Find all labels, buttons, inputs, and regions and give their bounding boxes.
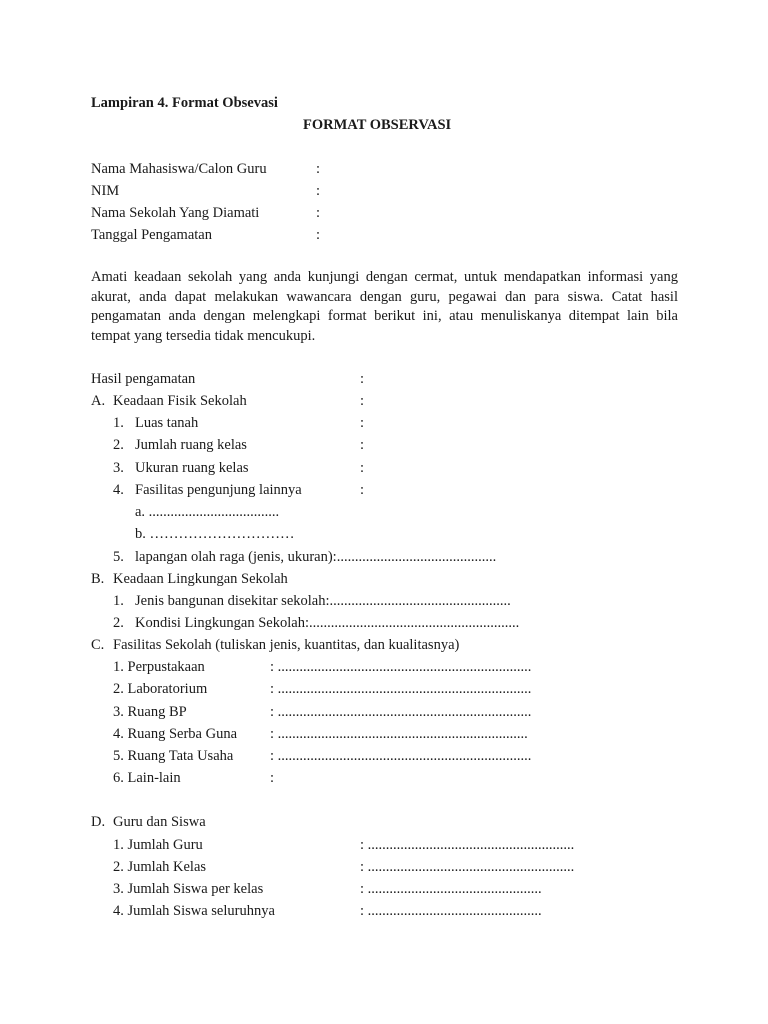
identity-label-nim: NIM: [91, 183, 120, 199]
section-a-item-colon: :: [360, 460, 365, 476]
section-c-item-value: : ......................................................................: [270, 681, 532, 697]
section-d-item-label: 1. Jumlah Guru: [113, 837, 203, 853]
section-a-item-num: 5.: [113, 549, 124, 565]
section-a-item-colon: :: [360, 415, 365, 431]
section-a-item-num: 3.: [113, 460, 124, 476]
appendix-title: Lampiran 4. Format Obsevasi: [91, 95, 278, 111]
section-d-item-label: 2. Jumlah Kelas: [113, 859, 207, 875]
section-c-item-label: 6. Lain-lain: [113, 770, 181, 786]
section-a-item-visitor-facilities: Fasilitas pengunjung lainnya: [135, 482, 302, 498]
section-c-item-label: 3. Ruang BP: [113, 704, 187, 720]
section-c-item-value: : ......................................................................: [270, 659, 532, 675]
section-a-item-colon: :: [360, 482, 365, 498]
section-a-item-num: 2.: [113, 437, 124, 453]
section-d-item-value: : ................................................: [360, 903, 542, 919]
identity-label-name: Nama Mahasiswa/Calon Guru: [91, 161, 267, 177]
results-colon: :: [360, 371, 365, 387]
section-c-item-label: 4. Ruang Serba Guna: [113, 726, 238, 742]
section-c-letter: C.: [91, 637, 105, 653]
identity-colon: :: [316, 227, 321, 243]
identity-label-date: Tanggal Pengamatan: [91, 227, 212, 243]
section-c-item-value: : ......................................................................: [270, 704, 532, 720]
section-c-title: Fasilitas Sekolah (tuliskan jenis, kuantitas, dan kualitasnya): [113, 637, 460, 653]
identity-colon: :: [316, 183, 321, 199]
identity-colon: :: [316, 205, 321, 221]
section-d-item-label: 3. Jumlah Siswa per kelas: [113, 881, 264, 897]
section-d-letter: D.: [91, 814, 106, 830]
section-b-item-buildings: Jenis bangunan disekitar sekolah:..................................................: [135, 593, 511, 609]
section-a-letter: A.: [91, 393, 106, 409]
section-a-item-classroom-size: Ukuran ruang kelas: [135, 460, 249, 476]
section-d-item-label: 4. Jumlah Siswa seluruhnya: [113, 903, 275, 919]
section-d-item-value: : ................................................: [360, 881, 542, 897]
form-title: FORMAT OBSERVASI: [303, 117, 452, 133]
section-b-item-num: 1.: [113, 593, 124, 609]
section-d-item-value: : .........................................................: [360, 859, 575, 875]
identity-label-school: Nama Sekolah Yang Diamati: [91, 205, 260, 221]
section-a-item-sports-field: lapangan olah raga (jenis, ukuran):............................................: [135, 549, 497, 565]
section-c-item-label: 1. Perpustakaan: [113, 659, 205, 675]
section-a-item-land-area: Luas tanah: [135, 415, 199, 431]
section-b-letter: B.: [91, 571, 105, 587]
identity-colon: :: [316, 161, 321, 177]
section-c-item-label: 2. Laboratorium: [113, 681, 208, 697]
instructions-paragraph: Amati keadaan sekolah yang anda kunjungi dengan cermat, untuk mendapatkan informasi yang akurat, anda dapat melakukan wawancara dengan guru, pegawai dan para siswa. Catat hasil pengamatan anda dengan melengkapi format berikut ini, atau menuliskanya ditempat lain bila tempat yang tersedia tidak mencukupi.: [91, 269, 678, 344]
section-c-item-value: :: [270, 770, 275, 786]
section-a-colon: :: [360, 393, 365, 409]
section-a-item-colon: :: [360, 437, 365, 453]
section-a-item-num: 1.: [113, 415, 124, 431]
section-c-item-label: 5. Ruang Tata Usaha: [113, 748, 234, 764]
section-b-item-num: 2.: [113, 615, 124, 631]
section-d-title: Guru dan Siswa: [113, 814, 206, 830]
section-b-title: Keadaan Lingkungan Sekolah: [113, 571, 288, 587]
section-a-title: Keadaan Fisik Sekolah: [113, 393, 247, 409]
section-b-item-environment: Kondisi Lingkungan Sekolah:..........................................................: [135, 615, 520, 631]
section-d-item-value: : .........................................................: [360, 837, 575, 853]
section-a-item-classroom-count: Jumlah ruang kelas: [135, 437, 247, 453]
section-a-subitem-a: a. ....................................: [135, 504, 280, 520]
results-label: Hasil pengamatan: [91, 371, 196, 387]
section-a-subitem-b: b. …………………………: [135, 526, 295, 542]
section-c-item-value: : ......................................................................: [270, 748, 532, 764]
section-c-item-value: : .....................................................................: [270, 726, 528, 742]
section-a-item-num: 4.: [113, 482, 124, 498]
